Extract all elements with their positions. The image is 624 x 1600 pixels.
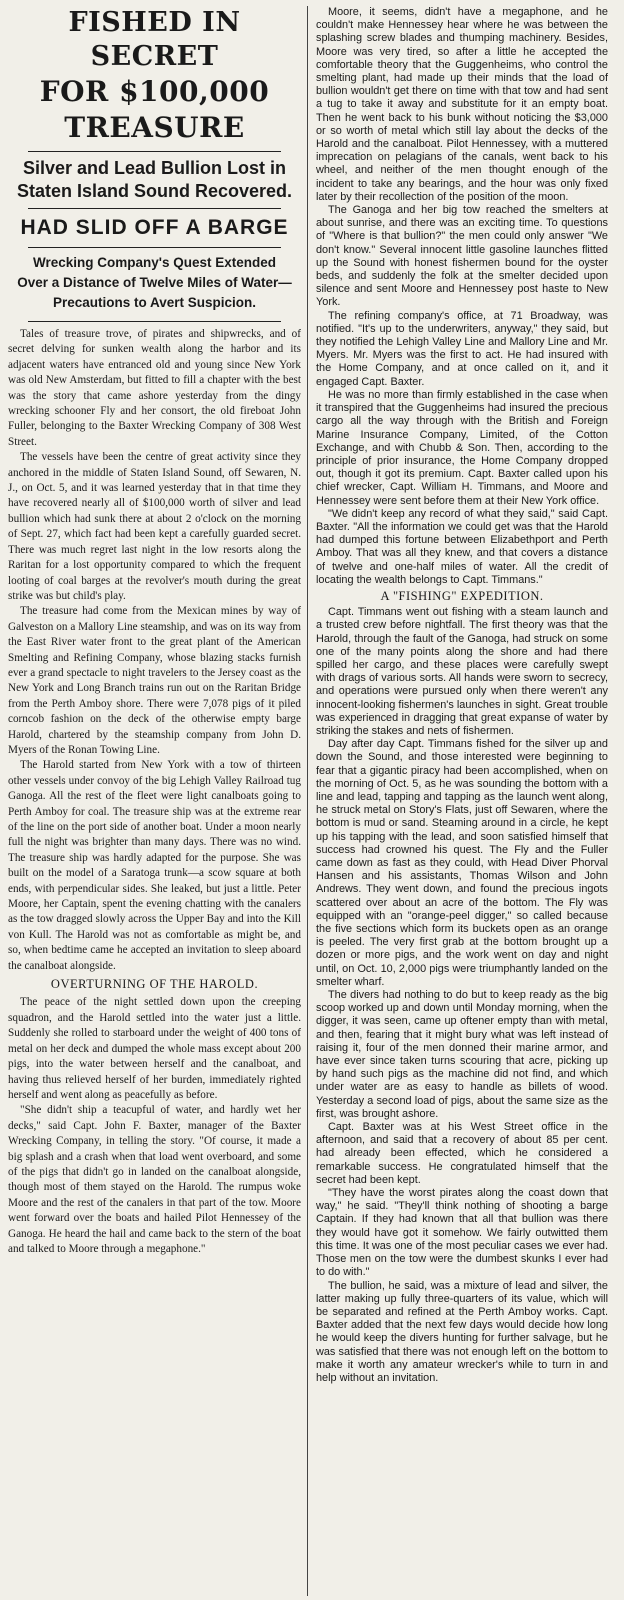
article-paragraph: The peace of the night settled down upon the creeping squadron, and the Harold settled into the water just a little. Suddenly she rolled to starboard under the weight of 400 tons of metal on her deck and dumped the whole mass except about 200 pigs, into the water between herself and the canalboat, and having thus relieved herself of her burden, immediately righted herself and went along as peacefully as before. [8, 996, 301, 1101]
article-paragraph: Capt. Baxter was at his West Street office in the afternoon, and said that a recovery of about 85 per cent. had already been effected, which he considered a remarkable success. He congratulated himself that the secret had been kept. [316, 1121, 608, 1186]
article-paragraph: "They have the worst pirates along the coast down that way," he said. "They'll think nothing of shooting a barge Captain. If they had known that all that bullion was there they would have got it somehow. We fairly outwitted them this time. It was one of the most peculiar cases we ever had. Those men on the tow were the dumbest skunks I ever had to do with." [316, 1187, 608, 1279]
article-paragraph: Capt. Timmans went out fishing with a steam launch and a trusted crew before nightfall. The first theory was that the Harold, through the fault of the Ganoga, had struck on some one of the many points along the shore and had there spilled her cargo, and these places were carefully swept with drags of various sorts. All hands were sworn to secrecy, and operations were pursued only when there weren't any innocent-looking fishermen's launches in sight. Great trouble was experienced in dragging that great expanse of water by striking the stakes and nets of fishermen. [316, 606, 608, 737]
article-paragraph: The Ganoga and her big tow reached the smelters at about sunrise, and there was an exciting time. To questions of "Where is that bullion?" the men could only answer "We don't know." Several innocent little gasoline launches flitted up the Sound with honest fishermen bound for the oyster beds, and suddenly the folk at the smelter decided upon silence and sent Moore and Hennessey post haste to New York. [316, 204, 608, 309]
divider [28, 208, 281, 209]
article-paragraph: The treasure had come from the Mexican mines by way of Galveston on a Mallory Line steamship, and was on its way from the East River water front to the great plant of the American Smelting and Refining Company, whose blazing stacks furnish ever a grand spectacle to night travelers to the Jersey coast as the New York and Long Branch trains run out on the Raritan Bridge from the Perth Amboy shore. There were 7,078 pigs of it piled corncob fashion on the deck of the otherwise empty barge Harold, chartered by the steamship company from John D. Myers of the Ronan Towing Line. [8, 605, 301, 756]
article-paragraph: The divers had nothing to do but to keep ready as the big scoop worked up and down until Monday morning, when the digger, it was seen, came up oftener empty than with metal, and then, fearing that it might bury what was left instead of raising it, four of the men donned their marine armor, and have ever since taken turns scouring that acre, picking up by hand such pigs as the machine did not find, and which under water are as easy to handle as billets of wood. Yesterday a second load of pigs, about the same size as the first, was brought ashore. [316, 989, 608, 1120]
article-paragraph: The Harold started from New York with a tow of thirteen other vessels under convoy of the big Lehigh Valley Railroad tug Ganoga. All the rest of the fleet were light canalboats going to Perth Amboy for coal. The treasure ship was at the extreme rear of the line on the port side of another boat. Under a moon nearly full the night was brighter than many days. There was no wind. The treasure ship was hardly adapted for the purpose. She was built on the model of a Saratoga trunk—a scow square at both ends, with perpendicular sides. She leaked, but just a little. Peter Moore, her Captain, spent the evening chatting with the canalers as the tow dragged slowly across the Upper Bay and into the Kill von Kull. The Harold was not as comfortable as might be, and so, when bedtime came he accepted an invitation to sleep aboard the canalboat alongside. [8, 759, 301, 972]
article-paragraph: "We didn't keep any record of what they said," said Capt. Baxter. "All the information we could get was that the Harold had dumped this fortune between Elizabethport and Perth Amboy. That was all they knew, and that covers a distance of twelve and one-half miles of water. All the credit of locating the wealth belongs to Capt. Timmans." [316, 507, 608, 586]
article-paragraph: He was no more than firmly established in the case when it transpired that the Guggenheims had insured the precious cargo all the way through with the British and Foreign Marine Insurance Company, Limited, of the Cotton Exchange, and with Chubb & Son. Then, according to the principle of prior insurance, the Home Company dropped out, though it got its premium. Capt. Baxter called upon his chief wrecker, Capt. William H. Timmans, and Moore and Hennessey were sent before them at their New York office. [316, 388, 608, 507]
section-subhead: OVERTURNING OF THE HAROLD. [50, 977, 259, 992]
article-paragraph: The bullion, he said, was a mixture of lead and silver, the latter making up fully three-quarters of its value, which will be separated and refined at the Perth Amboy works. Capt. Baxter added that the next few days would decide how long he would keep the divers hunting for further salvage, but he was satisfied that there was not enough left on the bottom to make it worth any amateur wrecker's while to turn in and help without an invitation. [316, 1279, 608, 1384]
article-paragraph: Moore, it seems, didn't have a megaphone, and he couldn't make Hennessey hear where he was between the splashing screw blades and thumping machinery. Besides, Moore was very tired, so after a little he accepted the comfortable theory that the Guggenheims, who control the smelting plant, had made up their minds that the load of bullion wouldn't get there on time with that tow and had sent a tug to take it away and substitute for it an empty boat. Then he went back to his bunk without noticing the $3,000 or so worth of metal which still lay about the decks of the Harold and the canalboat. Pilot Hennessey, with a muttered imprecation on pelagians of the canals, went back to his wheel, and neither of the men thought enough of the incident to take any bearings, and the hour was only fixed later by their recollection of the position of the moon. [316, 6, 608, 203]
section-subhead: A "FISHING" EXPEDITION. [380, 588, 544, 603]
left-column [8, 6, 308, 1596]
divider [28, 321, 281, 322]
headline-line-2: FOR $100,000 TREASURE [39, 75, 270, 144]
headline-line-1: FISHED IN SECRET [68, 7, 241, 72]
article-paragraph: "She didn't ship a teacupful of water, and hardly wet her decks," said Capt. John F. Baxter, manager of the Baxter Wrecking Company, in telling the story. "Of course, it made a big splash and a crash when that load went overboard, and some of the pigs that didn't go in landed on the canalboat alongside, though most of them stayed on the Harold. The rumpus woke Moore and the rest of the canalers in that part of the tow. Moore went forward over the boats and hailed Pilot Hennessey of the Ganoga. He heard the hail and came back to the stern of the boat and talked to Moore through a megaphone." [8, 1104, 301, 1255]
headline-deck: Wrecking Company's Quest Extended Over a Distance of Twelve Miles of Water—Precautions to Avert Suspicion. [17, 255, 292, 310]
subheadline: Silver and Lead Bullion Lost in Staten Island Sound Recovered. [16, 158, 293, 201]
article-paragraph: The refining company's office, at 71 Broadway, was notified. "It's up to the underwriters, anyway," they said, but they notified the Lehigh Valley Line and Mallory Line and Mr. Myers. Mr. Myers was the first to act. He had insured with the Home Company, and at once called on it, and it engaged Capt. Baxter. [316, 309, 608, 388]
article-paragraph: Day after day Capt. Timmans fished for the silver up and down the Sound, and those interested were beginning to fear that a gigantic piracy had been accomplished, when on the morning of Oct. 5, as he was sounding the bottom with a line and lead, tapping and tapping as the launch went along, he struck metal on Story's Flats, just off Sewaren, where the bottom is mud or sand. Steaming around in a circle, he kept up his tapping with the lead, and soon satisfied himself that success had crowned his quest. The Fly and the Fuller came down as fast as they could, with Head Diver Phorval Hansen and his assistants, Thomas Wilson and John Andrews. They went down, and found the precious ingots scattered over about an acre of the bottom. The Fly was equipped with an "orange-peel digger," so called because the five sections which form its buckets open as an orange is peeled. The very first grab at the bottom brought up a dozen or more pigs, and the work went on day and night until, on Oct. 10, 2,000 pigs were triumphantly landed on the smelter wharf. [316, 738, 608, 988]
article-paragraph: Tales of treasure trove, of pirates and shipwrecks, and of secret delving for sunken wealth along the harbor and its adjacent waters have entranced old and young since New York was old New Amsterdam, but fitted to fill a chapter with the best was the story that came ashore yesterday from the dingy wrecking schooner Fly and her consort, the old fireboat John Fuller, belonging to the Baxter Wrecking Company of 308 West Street. [8, 328, 301, 448]
divider [28, 151, 281, 152]
right-column [308, 6, 608, 1596]
divider [28, 247, 281, 248]
banner-headline: HAD SLID OFF A BARGE [20, 216, 289, 239]
article-paragraph: The vessels have been the centre of great activity since they anchored in the middle of Staten Island Sound, off Sewaren, N. J., on Oct. 5, and it was learned yesterday that in that time they have recovered nearly all of $100,000 worth of silver and lead bullion which had sunk there at about 2 o'clock on the morning of Sept. 27, which fact had been kept a carefully guarded secret. There was much regret last night in the low resorts along the Raritan for a lost opportunity compared to which the frequent looting of coal barges at the revolver's mouth during the great strike was but child's play. [8, 451, 301, 602]
